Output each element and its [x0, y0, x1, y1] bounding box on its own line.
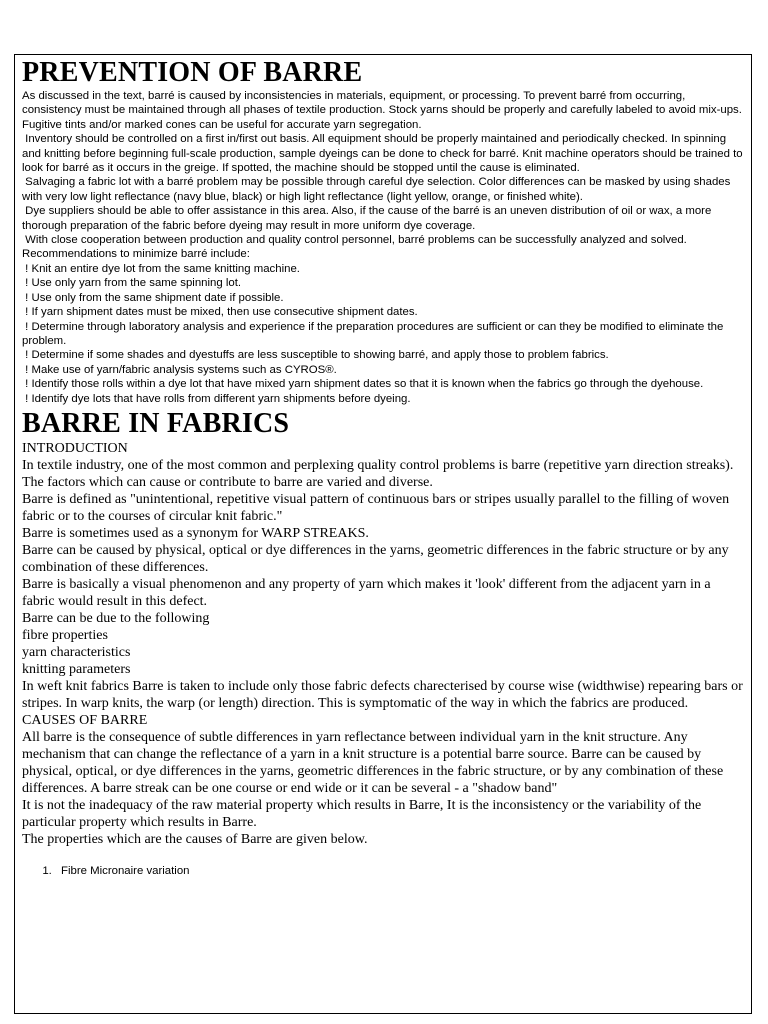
barre-in-fabrics-body — [22, 440, 744, 878]
paragraph: All barre is the consequence of subtle differences in yarn reflectance between individual yarn in the knit structure. Any mechanism that can change the reflectance of a yarn in a knit structure is a potential barre source. Barre can be caused by physical, optical, or dye differences in the yarns, geometric differences in the fabric structure, or by any combination of these differences. A barre streak can be one course or end wide or it can be several - a "shadow band" — [22, 729, 724, 796]
list-item: 1. Fibre Micronaire variation — [55, 864, 744, 878]
paragraph: In textile industry, one of the most common and perplexing quality control problems is barre (repetitive yarn direction streaks). The factors which can cause or contribute to barre are varied and diverse. — [22, 457, 734, 490]
recommendation-item: ! Knit an entire dye lot from the same knitting machine. — [22, 262, 300, 275]
paragraph: Barre is sometimes used as a synonym for WARP STREAKS. — [22, 525, 369, 541]
paragraph: In weft knit fabrics Barre is taken to include only those fabric defects charecterised by course wise (widthwise) repearing bars or stripes. In warp knits, the warp (or length) direction. This is symptomatic of the way in which the fabrics are produced. — [22, 678, 743, 711]
recommendation-item: ! Use only yarn from the same spinning lot. — [22, 277, 242, 290]
paragraph: As discussed in the text, barré is caused by inconsistencies in materials, equipment, or processing. To prevent barré from occurring, consistency must be maintained through all phases of textile production. Stock yarns should be properly and carefully labeled to avoid mix-ups. Fugitive tints and/or marked cones can be useful for accurate yarn segregation. — [22, 90, 746, 131]
subheading-causes: CAUSES OF BARRE — [22, 712, 148, 728]
recommendation-item: ! Make use of yarn/fabric analysis systems such as CYROS®. — [22, 363, 337, 376]
paragraph: The properties which are the causes of Barre are given below. — [22, 831, 368, 847]
paragraph: Barre is basically a visual phenomenon and any property of yarn which makes it 'look' different from the adjacent yarn in a fabric would result in this defect. — [22, 576, 711, 609]
cause-category: fibre properties — [22, 627, 108, 643]
recommendation-item: ! Determine if some shades and dyestuffs are less susceptible to showing barré, and apply those to problem fabrics. — [22, 349, 609, 362]
cause-category: yarn characteristics — [22, 644, 131, 660]
paragraph: Inventory should be controlled on a first in/first out basis. All equipment should be properly maintained and periodically checked. In spinning and knitting before beginning full-scale production, sample dyeings can be done to check for barré. Knit machine operators should be trained to look for barré as it occurs in the greige. If spotted, the machine should be stopped until the cause is eliminated. — [22, 133, 746, 175]
section-title-prevention: PREVENTION OF BARRE — [22, 57, 363, 88]
recommendation-item: ! If yarn shipment dates must be mixed, then use consecutive shipment dates. — [22, 306, 418, 319]
paragraph: Salvaging a fabric lot with a barré problem may be possible through careful dye selection. Color differences can be masked by using shades with very low light reflectance (navy blue, black) or high light reflectance (light yellow, orange, or finished white). — [22, 176, 734, 203]
causes-list — [22, 864, 744, 878]
paragraph: Barre can be due to the following — [22, 610, 210, 626]
prevention-body — [22, 89, 744, 406]
paragraph: Barre can be caused by physical, optical or dye differences in the yarns, geometric differences in the fabric structure or by any combination of these differences. — [22, 542, 729, 575]
document-frame — [14, 54, 752, 1014]
paragraph: Dye suppliers should be able to offer assistance in this area. Also, if the cause of the barré is an uneven distribution of oil or wax, a more thorough preparation of the fabric before dyeing may result in more uniform dye coverage. — [22, 205, 715, 232]
paragraph: With close cooperation between production and quality control personnel, barré problems can be successfully analyzed and solved. Recommendations to minimize barré include: — [22, 234, 691, 261]
recommendation-item: ! Determine through laboratory analysis and experience if the preparation procedures are sufficient or can they be modified to eliminate the problem. — [22, 320, 727, 347]
paragraph: It is not the inadequacy of the raw material property which results in Barre, It is the inconsistency or the variability of the particular property which results in Barre. — [22, 797, 702, 830]
paragraph: Barre is defined as "unintentional, repetitive visual pattern of continuous bars or stripes usually parallel to the filling of woven fabric or to the courses of circular knit fabric." — [22, 491, 730, 524]
section-title-barre-in-fabrics: BARRE IN FABRICS — [22, 407, 290, 439]
recommendation-item: ! Use only from the same shipment date if possible. — [22, 291, 284, 304]
cause-category: knitting parameters — [22, 661, 131, 677]
recommendation-item: ! Identify dye lots that have rolls from different yarn shipments before dyeing. — [22, 392, 411, 405]
recommendation-item: ! Identify those rolls within a dye lot that have mixed yarn shipment dates so that it is known when the fabrics go through the dyehouse. — [22, 378, 704, 391]
subheading-introduction: INTRODUCTION — [22, 440, 128, 456]
